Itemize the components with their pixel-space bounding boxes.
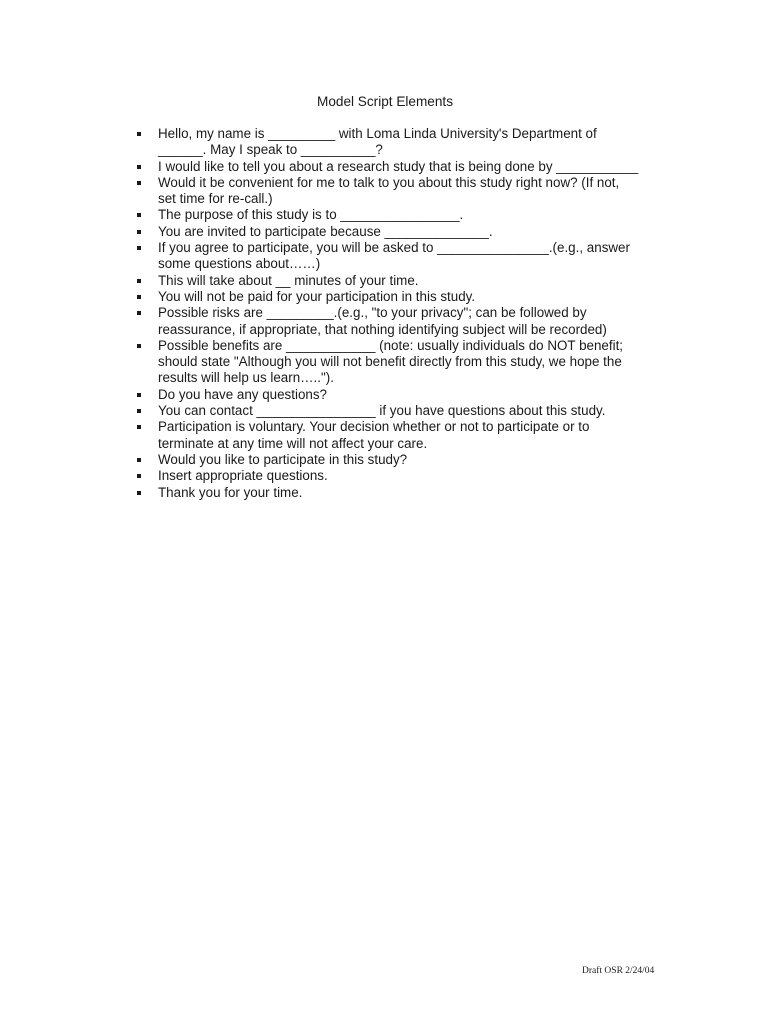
list-item bbox=[134, 159, 674, 175]
list-item bbox=[134, 403, 674, 419]
list-item-text: You can contact ________________ if you have questions about this study. bbox=[158, 403, 606, 419]
square-bullet-icon bbox=[137, 213, 141, 217]
square-bullet-icon bbox=[137, 409, 141, 413]
list-item bbox=[134, 485, 674, 501]
square-bullet-icon bbox=[137, 344, 141, 348]
list-item bbox=[134, 207, 674, 223]
list-item bbox=[134, 273, 674, 289]
list-item-text: You will not be paid for your participation in this study. bbox=[158, 288, 476, 304]
list-item bbox=[134, 419, 674, 452]
script-elements-list bbox=[134, 126, 674, 501]
list-item bbox=[134, 224, 674, 240]
list-item bbox=[134, 468, 674, 484]
square-bullet-icon bbox=[137, 458, 141, 462]
list-item-text: The purpose of this study is to ________________. bbox=[158, 207, 464, 223]
list-item-text: I would like to tell you about a research study that is being done by ___________ bbox=[158, 158, 639, 174]
list-item-text: If you agree to participate, you will be asked to _______________.(e.g., answer some questions about……) bbox=[158, 240, 630, 272]
square-bullet-icon bbox=[137, 393, 141, 397]
square-bullet-icon bbox=[137, 425, 141, 429]
list-item-text: Possible risks are _________.(e.g., "to your privacy"; can be followed by reassurance, if appropriate, that nothing identifying subject will be recorded) bbox=[158, 305, 607, 337]
list-item-text: Insert appropriate questions. bbox=[158, 468, 328, 484]
square-bullet-icon bbox=[137, 279, 141, 283]
list-item-text: You are invited to participate because ______________. bbox=[158, 223, 493, 239]
list-item bbox=[134, 452, 674, 468]
list-item-text: Do you have any questions? bbox=[158, 386, 327, 402]
list-item-text: Hello, my name is _________ with Loma Linda University's Department of ______. May I speak to __________? bbox=[158, 126, 597, 158]
square-bullet-icon bbox=[137, 181, 141, 185]
list-item bbox=[134, 175, 674, 208]
list-item-text: Possible benefits are ____________ (note: usually individuals do NOT benefit; should state "Although you will not benefit directly from this study, we hope the results will help us learn….."). bbox=[158, 337, 624, 386]
list-item bbox=[134, 240, 674, 273]
list-item-text: Thank you for your time. bbox=[158, 484, 303, 500]
list-item-text: Participation is voluntary. Your decision whether or not to participate or to terminate at any time will not affect your care. bbox=[158, 419, 590, 451]
square-bullet-icon bbox=[137, 246, 141, 250]
square-bullet-icon bbox=[137, 230, 141, 234]
square-bullet-icon bbox=[137, 474, 141, 478]
square-bullet-icon bbox=[137, 165, 141, 169]
draft-footer: Draft OSR 2/24/04 bbox=[582, 966, 655, 976]
list-item-text: Would you like to participate in this study? bbox=[158, 451, 408, 467]
list-item-text: Would it be convenient for me to talk to you about this study right now? (If not, set time for re-call.) bbox=[158, 174, 620, 207]
square-bullet-icon bbox=[137, 132, 141, 136]
list-item bbox=[134, 305, 674, 338]
square-bullet-icon bbox=[137, 295, 141, 299]
list-item bbox=[134, 289, 674, 305]
document-title-text: Model Script Elements bbox=[317, 94, 453, 109]
list-item bbox=[134, 387, 674, 403]
square-bullet-icon bbox=[137, 311, 141, 315]
list-item bbox=[134, 126, 674, 159]
document-title bbox=[0, 93, 770, 110]
square-bullet-icon bbox=[137, 491, 141, 495]
list-item bbox=[134, 338, 674, 387]
list-item-text: This will take about __ minutes of your time. bbox=[158, 272, 419, 288]
